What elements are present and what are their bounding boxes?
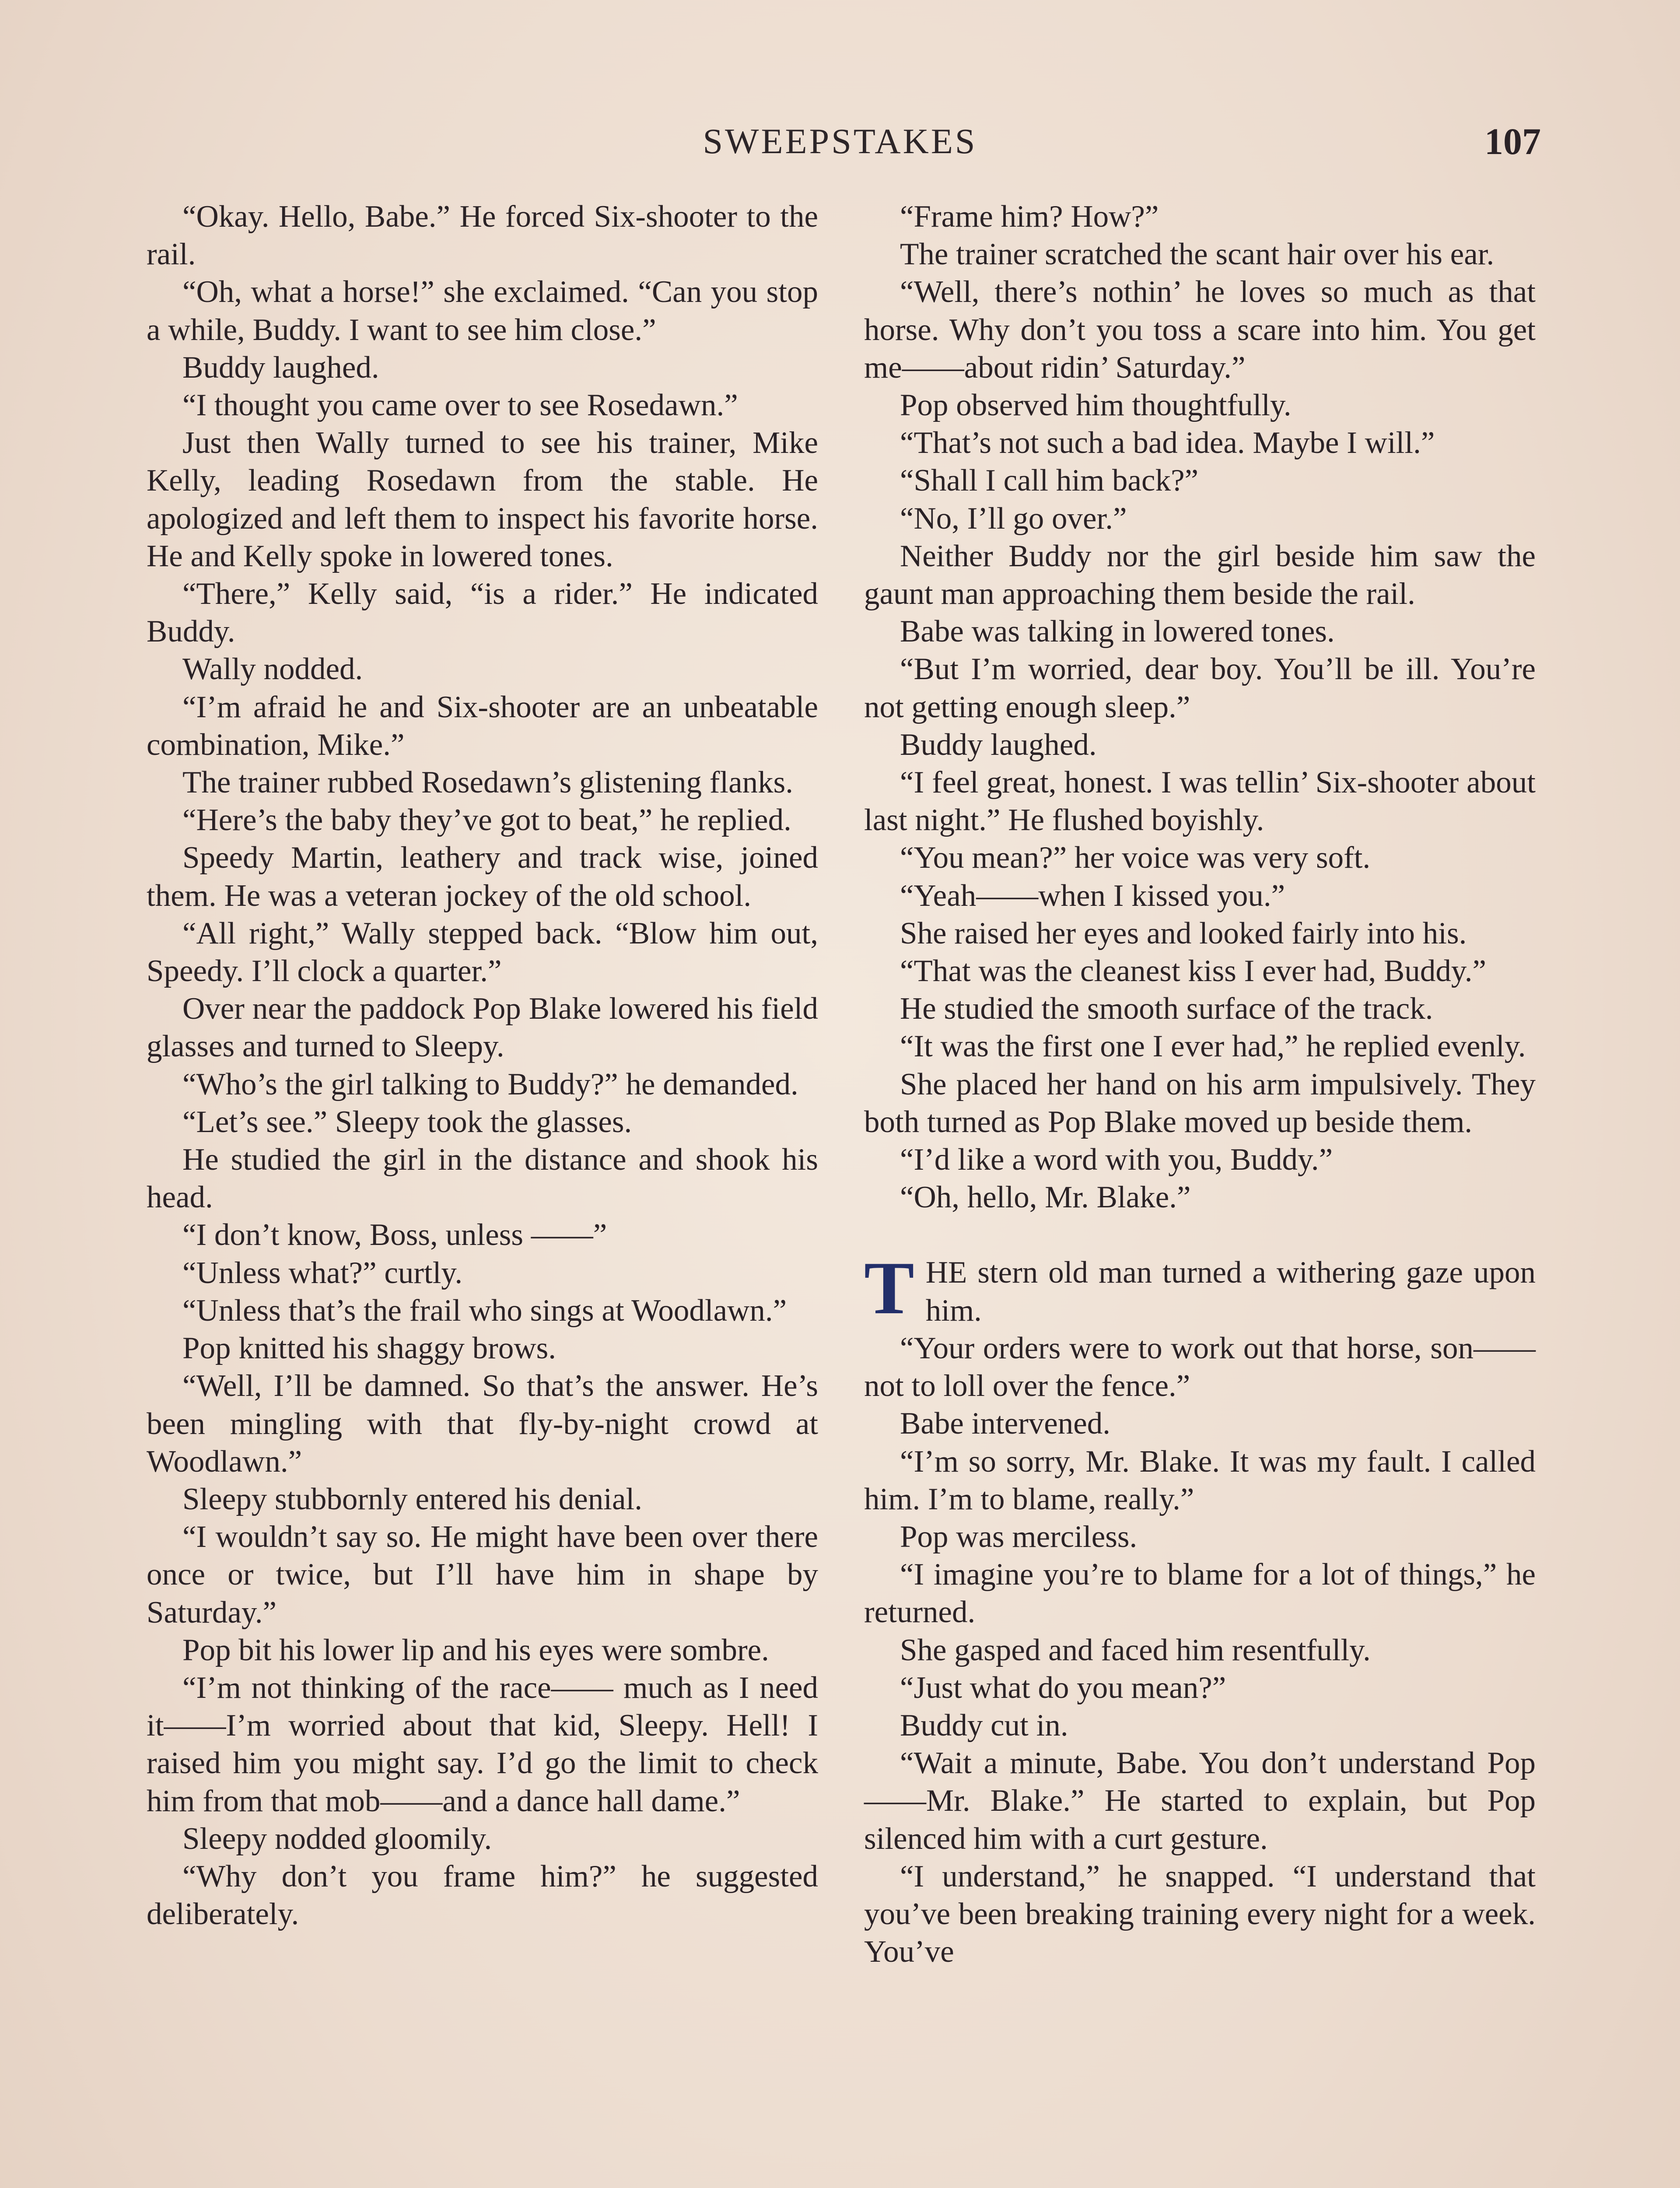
paragraph: “Oh, what a horse!” she exclaimed. “Can you stop a while, Buddy. I want to see him close.” [147,275,818,347]
paragraph: “But I’m worried, dear boy. You’ll be ill. You’re not getting enough sleep.” [864,652,1536,724]
paragraph: “I don’t know, Boss, unless ——” [182,1218,607,1252]
paragraph: “I’m so sorry, Mr. Blake. It was my fault. I called him. I’m to blame, really.” [864,1444,1536,1516]
paragraph: “I’d like a word with you, Buddy.” [900,1143,1333,1177]
page-header [0,117,1680,165]
paragraph: The trainer rubbed Rosedawn’s glistening flanks. [182,765,794,800]
paragraph: “Oh, hello, Mr. Blake.” [900,1180,1191,1215]
paragraph: Wally nodded. [182,652,363,687]
paragraph: “I’m afraid he and Six-shooter are an unbeatable combination, Mike.” [147,690,818,762]
paragraph: “Unless that’s the frail who sings at Woodlawn.” [182,1293,787,1328]
paragraph: She gasped and faced him resentfully. [900,1633,1371,1667]
paragraph: “I’m not thinking of the race—— much as I need it——I’m worried about that kid, Sleepy. Hell! I raised him you might say. I’d go the limit to check him from that mob——and a dance hall dame.” [147,1670,818,1818]
paragraph: Buddy laughed. [900,727,1097,762]
paragraph: “I understand,” he snapped. “I understand that you’ve been breaking training every night for a week. You’ve [864,1859,1536,1969]
paragraph: The trainer scratched the scant hair over his ear. [900,237,1494,272]
paragraph: She placed her hand on his arm impulsively. They both turned as Pop Blake moved up beside them. [864,1067,1536,1139]
paragraph: “Frame him? How?” [900,200,1159,234]
paragraph: “I wouldn’t say so. He might have been over there once or twice, but I’ll have him in shape by Saturday.” [147,1520,818,1630]
paragraph: “Here’s the baby they’ve got to beat,” he replied. [182,803,791,838]
paragraph: “There,” Kelly said, “is a rider.” He indicated Buddy. [147,577,818,649]
paragraph: “That’s not such a bad idea. Maybe I will.” [900,426,1435,460]
paragraph: Babe intervened. [900,1406,1111,1441]
paragraph: He studied the girl in the distance and shook his head. [147,1143,818,1215]
paragraph: “That was the cleanest kiss I ever had, Buddy.” [900,954,1486,989]
page-number: 107 [1484,120,1541,162]
right-column-top [864,198,1536,1216]
paragraph: “I feel great, honest. I was tellin’ Six-shooter about last night.” He flushed boyishly. [864,765,1536,838]
section-break-text: HE stern old man turned a withering gaze upon him. [925,1255,1536,1328]
paragraph: “Yeah——when I kissed you.” [900,878,1285,913]
paragraph: Pop knitted his shaggy brows. [182,1331,556,1366]
paragraph: “No, I’ll go over.” [900,501,1127,536]
drop-cap: T [864,1247,914,1330]
paragraph: “Well, I’ll be damned. So that’s the answer. He’s been mingling with that fly-by-night crowd at Woodlawn.” [147,1369,818,1479]
paragraph: Babe was talking in lowered tones. [900,614,1335,649]
paragraph: She raised her eyes and looked fairly into his. [900,916,1467,950]
right-column [864,198,1536,2188]
left-column [147,198,818,2188]
paragraph: Sleepy stubbornly entered his denial. [182,1482,642,1516]
paragraph: “It was the first one I ever had,” he replied evenly. [900,1029,1526,1064]
paragraph: Neither Buddy nor the girl beside him saw the gaunt man approaching them beside the rail. [864,539,1536,611]
paragraph: “Let’s see.” Sleepy took the glasses. [182,1105,632,1139]
paragraph: Just then Wally turned to see his trainer, Mike Kelly, leading Rosedawn from the stable. He apologized and left them to inspect his favorite horse. He and Kelly spoke in lowered tones. [147,426,818,573]
paragraph: “Well, there’s nothin’ he loves so much as that horse. Why don’t you toss a scare into him. You get me——about ridin’ Saturday.” [864,275,1536,385]
paragraph: “You mean?” her voice was very soft. [900,841,1371,875]
section-break-paragraph [864,1247,1536,1330]
paragraph: “Okay. Hello, Babe.” He forced Six-shooter to the rail. [147,200,818,272]
paragraph: Speedy Martin, leathery and track wise, joined them. He was a veteran jockey of the old school. [147,841,818,913]
paragraph: “Your orders were to work out that horse, son——not to loll over the fence.” [864,1331,1536,1403]
paragraph: Sleepy nodded gloomily. [182,1821,492,1856]
right-column-bottom [864,1329,1536,1971]
paragraph: Pop observed him thoughtfully. [900,388,1292,423]
paragraph: Buddy cut in. [900,1708,1068,1743]
paragraph: “Unless what?” curtly. [182,1255,463,1290]
paragraph: “I thought you came over to see Rosedawn.” [182,388,738,423]
paragraph: “I imagine you’re to blame for a lot of things,” he returned. [864,1557,1536,1630]
paragraph: He studied the smooth surface of the track. [900,992,1433,1026]
paragraph: “Why don’t you frame him?” he suggested deliberately. [147,1859,818,1932]
running-head: SWEEPSTAKES [703,121,977,161]
paragraph: “Wait a minute, Babe. You don’t understand Pop——Mr. Blake.” He started to explain, but Pop silenced him with a curt gesture. [864,1746,1536,1856]
paragraph: “Just what do you mean?” [900,1670,1226,1705]
paragraph: “Shall I call him back?” [900,463,1199,498]
paragraph: “Who’s the girl talking to Buddy?” he demanded. [182,1067,798,1101]
paragraph: Buddy laughed. [182,350,379,385]
paragraph: Over near the paddock Pop Blake lowered his field glasses and turned to Sleepy. [147,992,818,1064]
paragraph: “All right,” Wally stepped back. “Blow him out, Speedy. I’ll clock a quarter.” [147,916,818,989]
paragraph: Pop bit his lower lip and his eyes were sombre. [182,1633,769,1667]
paragraph: Pop was merciless. [900,1519,1138,1554]
